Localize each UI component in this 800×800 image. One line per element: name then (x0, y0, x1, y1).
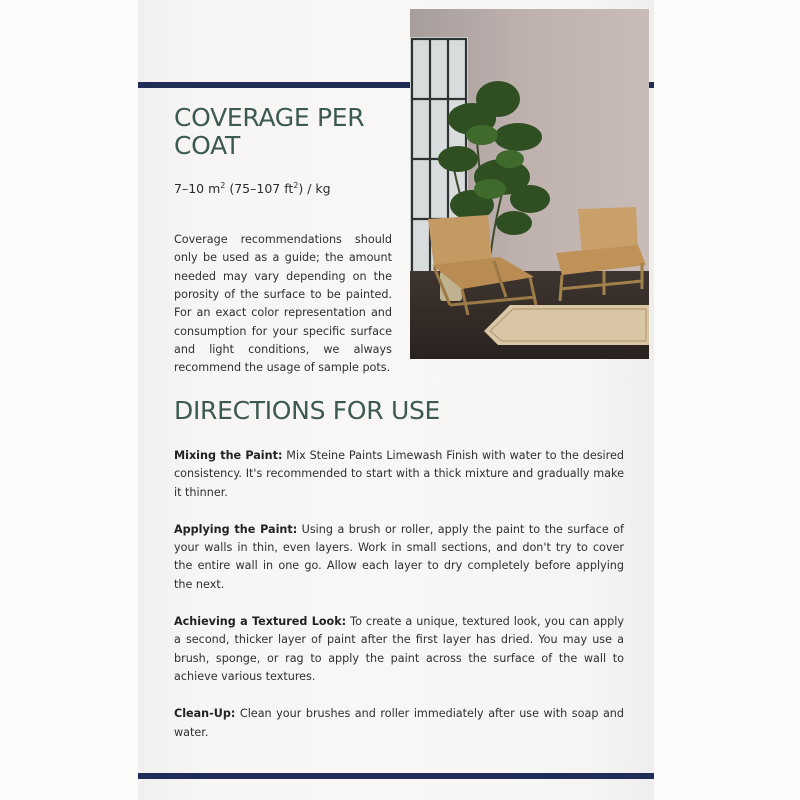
coverage-heading: COVERAGE PER COAT (174, 103, 365, 160)
interior-photo-drawing (410, 9, 649, 359)
direction-mixing (174, 447, 624, 502)
bottom-rule (138, 773, 654, 779)
coverage-spec (174, 181, 331, 196)
direction-cleanup (174, 705, 624, 742)
spec-sup-2: 2 (293, 181, 299, 190)
direction-text: To create a unique, textured look, you can apply a second, thicker layer of paint after the first layer has dried. You may use a brush, sponge, or rag to apply the paint across the surface of the wall to achieve various textures. (174, 615, 624, 683)
direction-text: Clean your brushes and roller immediately after use with soap and water. (174, 707, 624, 739)
direction-label: Achieving a Textured Look: (174, 615, 347, 629)
interior-photo (410, 9, 649, 359)
spec-mid: (75–107 ft (225, 181, 294, 197)
coverage-text: Coverage recommendations should only be used as a guide; the amount needed may vary depending on the porosity of the surface to be painted. For an exact color representation and consumption for your specific surface and light conditions, we always recommend the usage of sample pots. (174, 233, 392, 375)
direction-textured (174, 613, 624, 686)
directions-list (174, 447, 624, 761)
spec-suffix: ) / kg (298, 181, 331, 197)
direction-label: Applying the Paint: (174, 522, 298, 536)
direction-text: Using a brush or roller, apply the paint to the surface of your walls in thin, even layers. Work in small sections, and don't try to cover the entire wall in one go. Allow each layer to dry completely before applying the next. (174, 522, 624, 591)
direction-applying (174, 521, 624, 594)
direction-label: Mixing the Paint: (174, 449, 283, 462)
spec-prefix: 7–10 m (174, 181, 221, 197)
directions-heading: DIRECTIONS FOR USE (174, 396, 441, 425)
direction-label: Clean-Up: (174, 707, 236, 721)
direction-text: Mix Steine Paints Limewash Finish with water to the desired consistency. It's recommended to start with a thick mixture and gradually make it thinner. (174, 449, 624, 499)
spec-sup-1: 2 (220, 181, 226, 190)
